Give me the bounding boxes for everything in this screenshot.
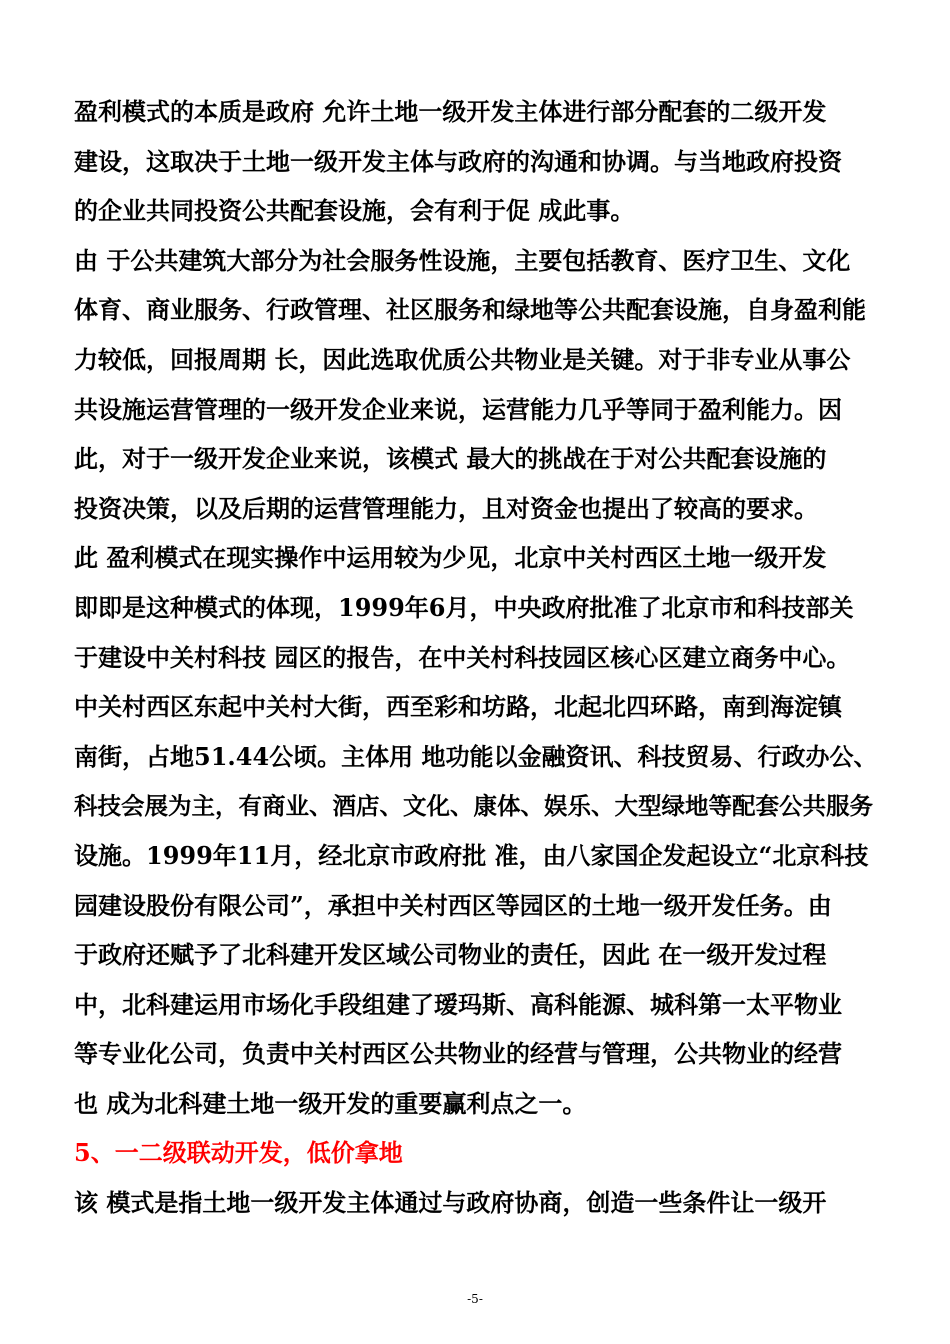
text-line: 投资决策，以及后期的运营管理能力，且对资金也提出了较高的要求。 [74,493,818,523]
text-line: 力较低，回报周期 长，因此选取优质公共物业是关键。对于非专业从事公 [74,344,851,374]
text-line: 设施。1999年11月，经北京市政府批 准，由八家国企发起设立“北京科技 [74,840,869,870]
text-line: 即即是这种模式的体现，1999年6月，中央政府批准了北京市和科技部关 [74,592,854,622]
text-line: 科技会展为主，有商业、酒店、文化、康体、娱乐、大型绿地等配套公共服务 [74,792,873,821]
text-line: 等专业化公司，负责中关村西区公共物业的经营与管理，公共物业的经营 [74,1039,842,1069]
section-heading: 5、一二级联动开发，低价拿地 [74,1138,403,1168]
text-line: 也 成为北科建土地一级开发的重要赢利点之一。 [74,1088,587,1118]
text-line: 盈利模式的本质是政府 允许土地一级开发主体进行部分配套的二级开发 [74,97,827,126]
text-line: 共设施运营管理的一级开发企业来说，运营能力几乎等同于盈利能力。因 [74,394,842,424]
text-line: 南街，占地51.44公顷。主体用 地功能以金融资讯、科技贸易、行政办公、 [74,741,878,771]
text-line: 中关村西区东起中关村大街，西至彩和坊路，北起北四环路，南到海淀镇 [74,692,842,722]
text-line: 中，北科建运用市场化手段组建了瑷玛斯、高科能源、城科第一太平物业 [74,989,842,1019]
text-line: 此 盈利模式在现实操作中运用较为少见，北京中关村西区土地一级开发 [74,543,827,573]
text-line: 园建设股份有限公司”，承担中关村西区等园区的土地一级开发任务。由 [74,890,832,920]
text-line: 建设，这取决于土地一级开发主体与政府的沟通和协调。与当地政府投资 [74,146,842,176]
text-line: 该 模式是指土地一级开发主体通过与政府协商，创造一些条件让一级开 [74,1188,827,1218]
text-line: 于政府还赋予了北科建开发区域公司物业的责任，因此 在一级开发过程 [74,940,827,970]
text-line: 的企业共同投资公共配套设施，会有利于促 成此事。 [74,196,635,226]
text-line: 体育、商业服务、行政管理、社区服务和绿地等公共配套设施，自身盈利能 [74,295,866,325]
document-body [74,92,880,1233]
text-line: 由 于公共建筑大部分为社会服务性设施，主要包括教育、医疗卫生、文化 [74,245,851,275]
text-line: 于建设中关村科技 园区的报告，在中关村科技园区核心区建立商务中心。 [74,642,851,672]
page-number: -5- [467,1292,483,1306]
text-line: 此，对于一级开发企业来说，该模式 最大的挑战在于对公共配套设施的 [74,444,827,474]
